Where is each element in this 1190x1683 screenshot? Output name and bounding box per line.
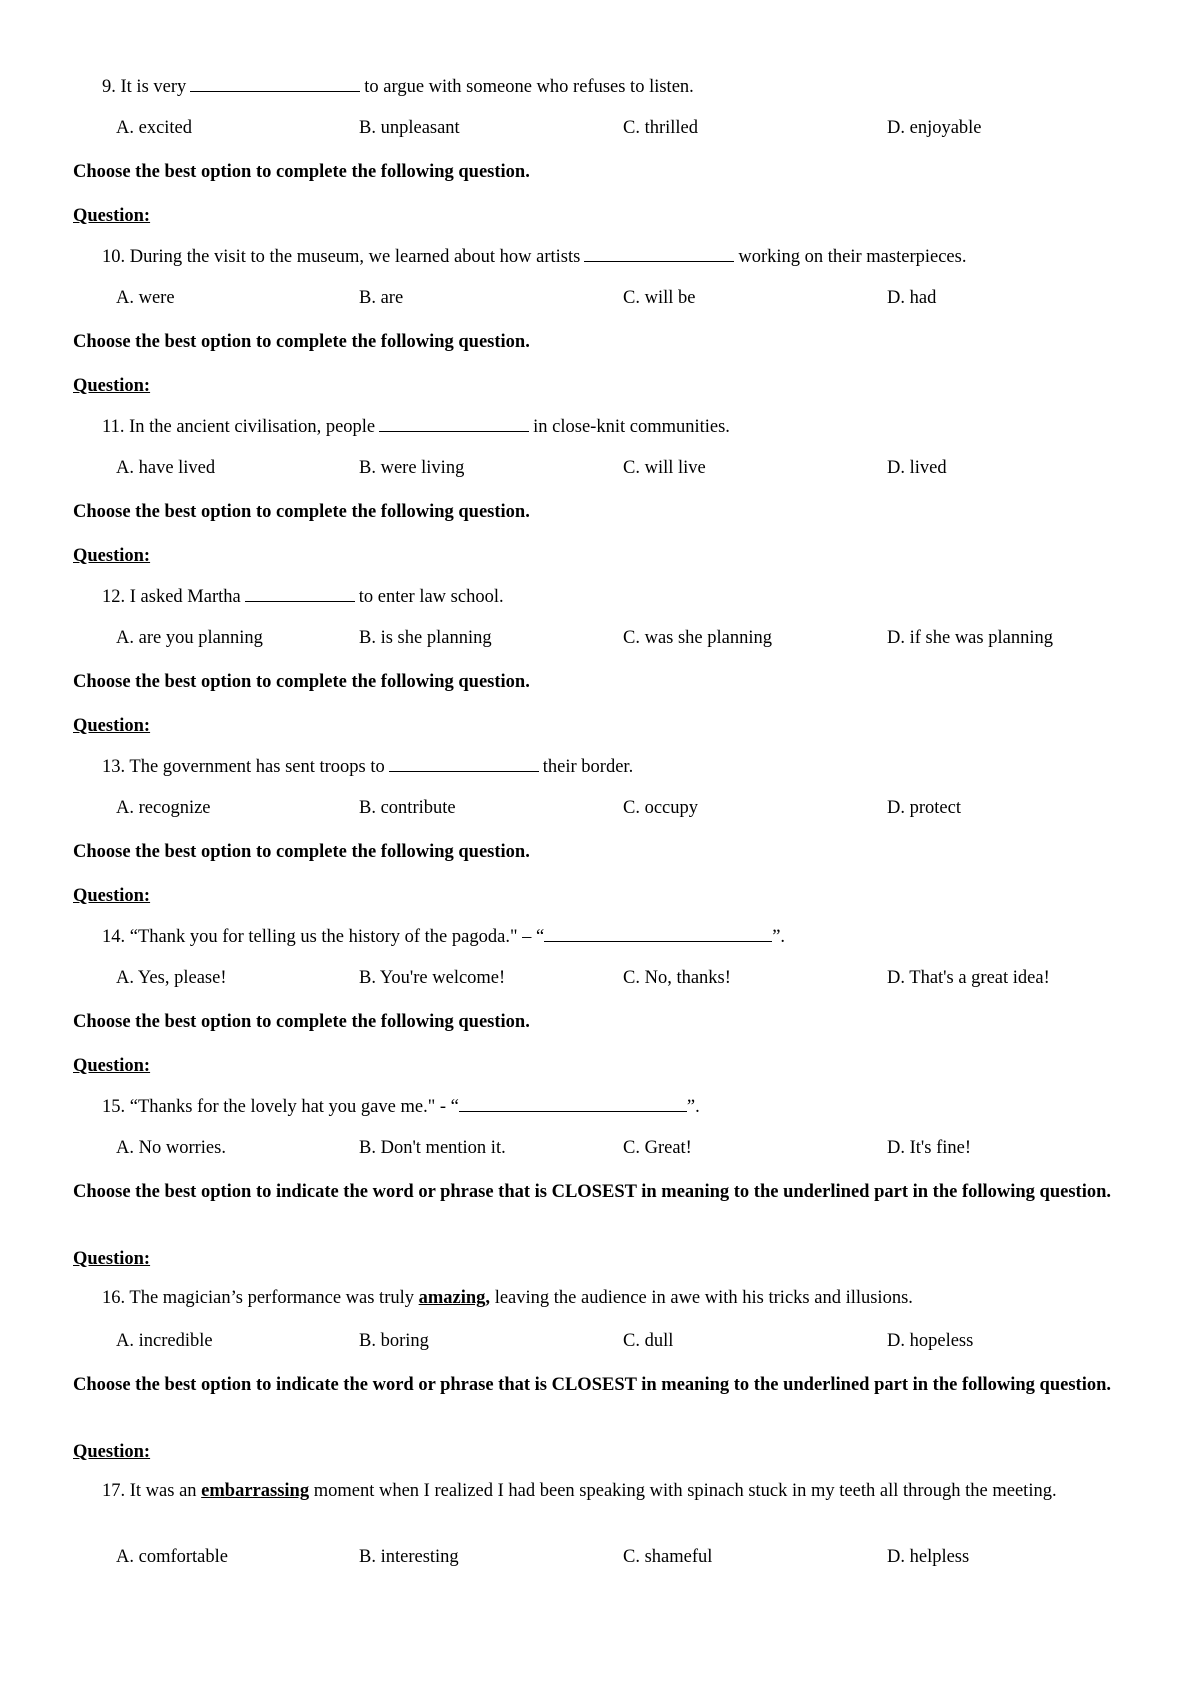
option-a[interactable]: A. are you planning (116, 628, 263, 648)
option-a[interactable]: A. recognize (116, 798, 211, 818)
question-label: Question: (73, 546, 151, 566)
q10-stem-end: working on their masterpieces. (738, 247, 967, 267)
option-b[interactable]: B. Don't mention it. (359, 1138, 506, 1158)
q14-stem-end: ”. (772, 927, 786, 947)
option-c[interactable]: C. occupy (623, 798, 699, 818)
option-b[interactable]: B. are (359, 288, 404, 308)
answer-blank (584, 243, 734, 262)
question-13-options (116, 796, 1116, 820)
answer-blank (190, 73, 360, 92)
question-12-stem (102, 583, 1112, 609)
q11-stem-start: 11. In the ancient civilisation, people (102, 417, 376, 437)
question-label: Question: (73, 1249, 151, 1269)
option-a[interactable]: A. were (116, 288, 175, 308)
question-13-stem (102, 753, 1112, 779)
question-14-stem (102, 923, 1112, 949)
answer-blank (389, 753, 539, 772)
option-a[interactable]: A. Yes, please! (116, 968, 227, 988)
option-b[interactable]: B. unpleasant (359, 118, 460, 138)
question-10-stem (102, 243, 1112, 269)
option-a[interactable]: A. comfortable (116, 1547, 228, 1567)
question-16-stem (102, 1286, 1112, 1310)
section-instruction: Choose the best option to complete the following question. (73, 842, 530, 862)
question-label: Question: (73, 1442, 151, 1462)
option-d[interactable]: D. It's fine! (887, 1138, 971, 1158)
question-11-options (116, 456, 1116, 480)
q13-stem-end: their border. (542, 757, 634, 777)
question-15-stem (102, 1093, 1112, 1119)
question-label: Question: (73, 716, 151, 736)
underlined-keyword: amazing, (418, 1288, 491, 1308)
q11-stem-end: in close-knit communities. (533, 417, 730, 437)
option-d[interactable]: D. hopeless (887, 1331, 974, 1351)
q10-stem-start: 10. During the visit to the museum, we learned about how artists (102, 247, 581, 267)
section-instruction: Choose the best option to complete the following question. (73, 1012, 530, 1032)
option-c[interactable]: C. dull (623, 1331, 674, 1351)
question-9-options (116, 116, 1116, 140)
option-b[interactable]: B. were living (359, 458, 465, 478)
option-d[interactable]: D. lived (887, 458, 947, 478)
question-17-stem (102, 1479, 1102, 1503)
question-15-options (116, 1136, 1116, 1160)
question-label: Question: (73, 206, 151, 226)
question-label: Question: (73, 886, 151, 906)
option-d[interactable]: D. helpless (887, 1547, 970, 1567)
option-b[interactable]: B. contribute (359, 798, 456, 818)
option-d[interactable]: D. protect (887, 798, 961, 818)
option-d[interactable]: D. That's a great idea! (887, 968, 1050, 988)
question-12-options (116, 626, 1116, 650)
q14-stem-start: 14. “Thank you for telling us the history of the pagoda." – “ (102, 927, 545, 947)
q13-stem-start: 13. The government has sent troops to (102, 757, 385, 777)
section-instruction: Choose the best option to complete the following question. (73, 672, 530, 692)
option-c[interactable]: C. No, thanks! (623, 968, 731, 988)
question-11-stem (102, 413, 1112, 439)
section-instruction: Choose the best option to indicate the word or phrase that is CLOSEST in meaning to the underlined part in the following question. (73, 1375, 1111, 1395)
option-b[interactable]: B. You're welcome! (359, 968, 506, 988)
answer-blank (245, 583, 355, 602)
q9-stem-start: 9. It is very (102, 77, 187, 97)
option-a[interactable]: A. excited (116, 118, 193, 138)
section-instruction: Choose the best option to complete the following question. (73, 162, 530, 182)
section-instruction: Choose the best option to indicate the word or phrase that is CLOSEST in meaning to the underlined part in the following question. (73, 1182, 1111, 1202)
q16-stem-start: 16. The magician’s performance was truly (102, 1288, 414, 1308)
q17-stem-start: 17. It was an (102, 1481, 197, 1501)
q12-stem-end: to enter law school. (358, 587, 504, 607)
q16-stem-end: leaving the audience in awe with his tricks and illusions. (494, 1288, 913, 1308)
question-label: Question: (73, 376, 151, 396)
question-9-stem (102, 73, 1112, 99)
section-instruction: Choose the best option to complete the following question. (73, 502, 530, 522)
option-c[interactable]: C. will be (623, 288, 696, 308)
answer-blank (544, 923, 772, 942)
option-a[interactable]: A. No worries. (116, 1138, 226, 1158)
option-c[interactable]: C. Great! (623, 1138, 692, 1158)
q9-stem-end: to argue with someone who refuses to listen. (364, 77, 694, 97)
q17-stem-end: moment when I realized I had been speaking with spinach stuck in my teeth all through the meeting. (313, 1481, 1057, 1501)
option-c[interactable]: C. will live (623, 458, 706, 478)
option-b[interactable]: B. boring (359, 1331, 429, 1351)
option-a[interactable]: A. incredible (116, 1331, 213, 1351)
option-c[interactable]: C. shameful (623, 1547, 713, 1567)
underlined-keyword: embarrassing (201, 1481, 310, 1501)
q15-stem-start: 15. “Thanks for the lovely hat you gave me." - “ (102, 1097, 459, 1117)
section-instruction: Choose the best option to complete the following question. (73, 332, 530, 352)
option-b[interactable]: B. is she planning (359, 628, 492, 648)
option-d[interactable]: D. if she was planning (887, 628, 1053, 648)
option-b[interactable]: B. interesting (359, 1547, 459, 1567)
option-d[interactable]: D. had (887, 288, 937, 308)
question-10-options (116, 286, 1116, 310)
option-d[interactable]: D. enjoyable (887, 118, 982, 138)
q12-stem-start: 12. I asked Martha (102, 587, 241, 607)
option-c[interactable]: C. thrilled (623, 118, 699, 138)
question-16-options (116, 1329, 1116, 1353)
answer-blank (379, 413, 529, 432)
question-label: Question: (73, 1056, 151, 1076)
q15-stem-end: ”. (686, 1097, 700, 1117)
answer-blank (459, 1093, 687, 1112)
option-c[interactable]: C. was she planning (623, 628, 773, 648)
question-14-options (116, 966, 1116, 990)
option-a[interactable]: A. have lived (116, 458, 216, 478)
question-17-options (116, 1545, 1116, 1569)
